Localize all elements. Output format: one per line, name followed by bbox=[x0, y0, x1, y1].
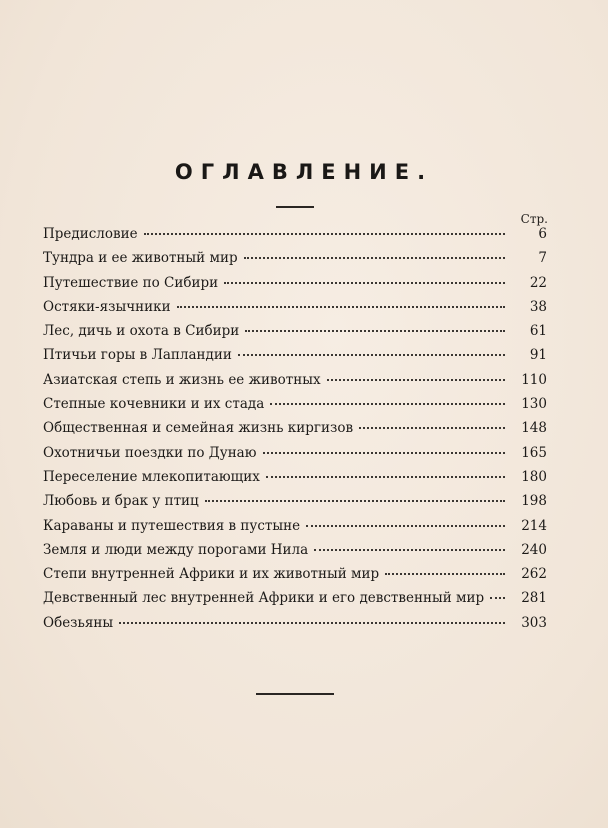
toc-entry-page: 6 bbox=[538, 226, 547, 242]
toc-entry-page: 38 bbox=[529, 298, 547, 315]
dot-leader bbox=[119, 621, 505, 624]
toc-entry-title: Птичьи горы в Лапландии bbox=[43, 347, 232, 364]
dot-leader bbox=[224, 281, 505, 284]
dot-leader bbox=[177, 305, 505, 308]
toc-entry-title: Путешествие по Сибири bbox=[43, 274, 219, 291]
toc-entry bbox=[43, 250, 547, 274]
toc-entry-page: 148 bbox=[521, 420, 547, 437]
toc-entry-title: Лес, дичь и охота в Сибири bbox=[43, 323, 240, 340]
toc-entry-page: 130 bbox=[521, 396, 547, 413]
toc-entry bbox=[43, 566, 547, 590]
dot-leader bbox=[263, 451, 506, 454]
toc-entry-page: 110 bbox=[521, 371, 547, 388]
dot-leader bbox=[205, 499, 505, 502]
dot-leader bbox=[244, 256, 505, 259]
toc-entry-page: 281 bbox=[521, 590, 547, 607]
table-of-contents bbox=[43, 226, 547, 639]
toc-entry-title: Тундра и ее животный мир bbox=[43, 250, 238, 267]
toc-entry-title: Любовь и брак у птиц bbox=[43, 493, 199, 510]
toc-entry bbox=[43, 542, 547, 566]
title-divider bbox=[276, 206, 314, 208]
dot-leader bbox=[238, 353, 505, 356]
page-title: ОГЛАВЛЕНИЕ. bbox=[174, 160, 434, 184]
toc-entry bbox=[43, 226, 547, 250]
toc-entry-page: 240 bbox=[521, 541, 547, 558]
toc-entry bbox=[43, 396, 547, 420]
toc-entry bbox=[43, 615, 547, 639]
toc-entry-title: Обезьяны bbox=[43, 614, 114, 631]
toc-entry-page: 91 bbox=[529, 347, 547, 364]
dot-leader bbox=[327, 378, 505, 381]
bottom-divider bbox=[256, 693, 334, 695]
toc-entry-page: 22 bbox=[529, 274, 547, 291]
toc-entry-title: Степные кочевники и их стада bbox=[43, 396, 265, 413]
toc-entry-page: 214 bbox=[521, 517, 547, 534]
toc-entry-title: Общественная и семейная жизнь киргизов bbox=[43, 420, 354, 437]
toc-entry bbox=[43, 372, 547, 396]
toc-entry-page: 165 bbox=[521, 444, 547, 461]
toc-entry-title: Караваны и путешествия в пустыне bbox=[43, 517, 301, 534]
toc-entry bbox=[43, 445, 547, 469]
toc-entry bbox=[43, 518, 547, 542]
toc-entry-page: 198 bbox=[521, 493, 547, 510]
dot-leader bbox=[490, 596, 505, 599]
toc-entry-title: Девственный лес внутренней Африки и его девственный мир bbox=[43, 590, 485, 607]
toc-entry bbox=[43, 469, 547, 493]
dot-leader bbox=[245, 329, 505, 332]
toc-entry-title: Степи внутренней Африки и их животный мир bbox=[43, 566, 380, 583]
dot-leader bbox=[385, 572, 505, 575]
toc-entry bbox=[43, 420, 547, 444]
toc-entry-page: 7 bbox=[538, 250, 547, 267]
dot-leader bbox=[266, 475, 505, 478]
toc-entry-title: Остяки-язычники bbox=[43, 298, 171, 315]
toc-entry-page: 61 bbox=[529, 323, 547, 340]
dot-leader bbox=[270, 402, 505, 405]
dot-leader bbox=[144, 232, 505, 235]
toc-entry bbox=[43, 347, 547, 371]
toc-entry-title: Предисловие bbox=[43, 226, 138, 242]
page-column-label: Стр. bbox=[520, 212, 548, 226]
toc-entry-title: Азиатская степь и жизнь ее животных bbox=[43, 371, 321, 388]
toc-entry-page: 180 bbox=[521, 468, 547, 485]
dot-leader bbox=[314, 548, 505, 551]
dot-leader bbox=[306, 524, 505, 527]
toc-entry bbox=[43, 323, 547, 347]
toc-entry-title: Охотничьи поездки по Дунаю bbox=[43, 444, 257, 461]
toc-entry-title: Переселение млекопитающих bbox=[43, 468, 260, 485]
toc-entry bbox=[43, 275, 547, 299]
toc-entry bbox=[43, 590, 547, 614]
toc-entry-page: 303 bbox=[521, 614, 547, 631]
toc-entry bbox=[43, 299, 547, 323]
dot-leader bbox=[359, 426, 505, 429]
toc-entry bbox=[43, 493, 547, 517]
toc-entry-title: Земля и люди между порогами Нила bbox=[43, 541, 309, 558]
toc-entry-page: 262 bbox=[521, 566, 547, 583]
